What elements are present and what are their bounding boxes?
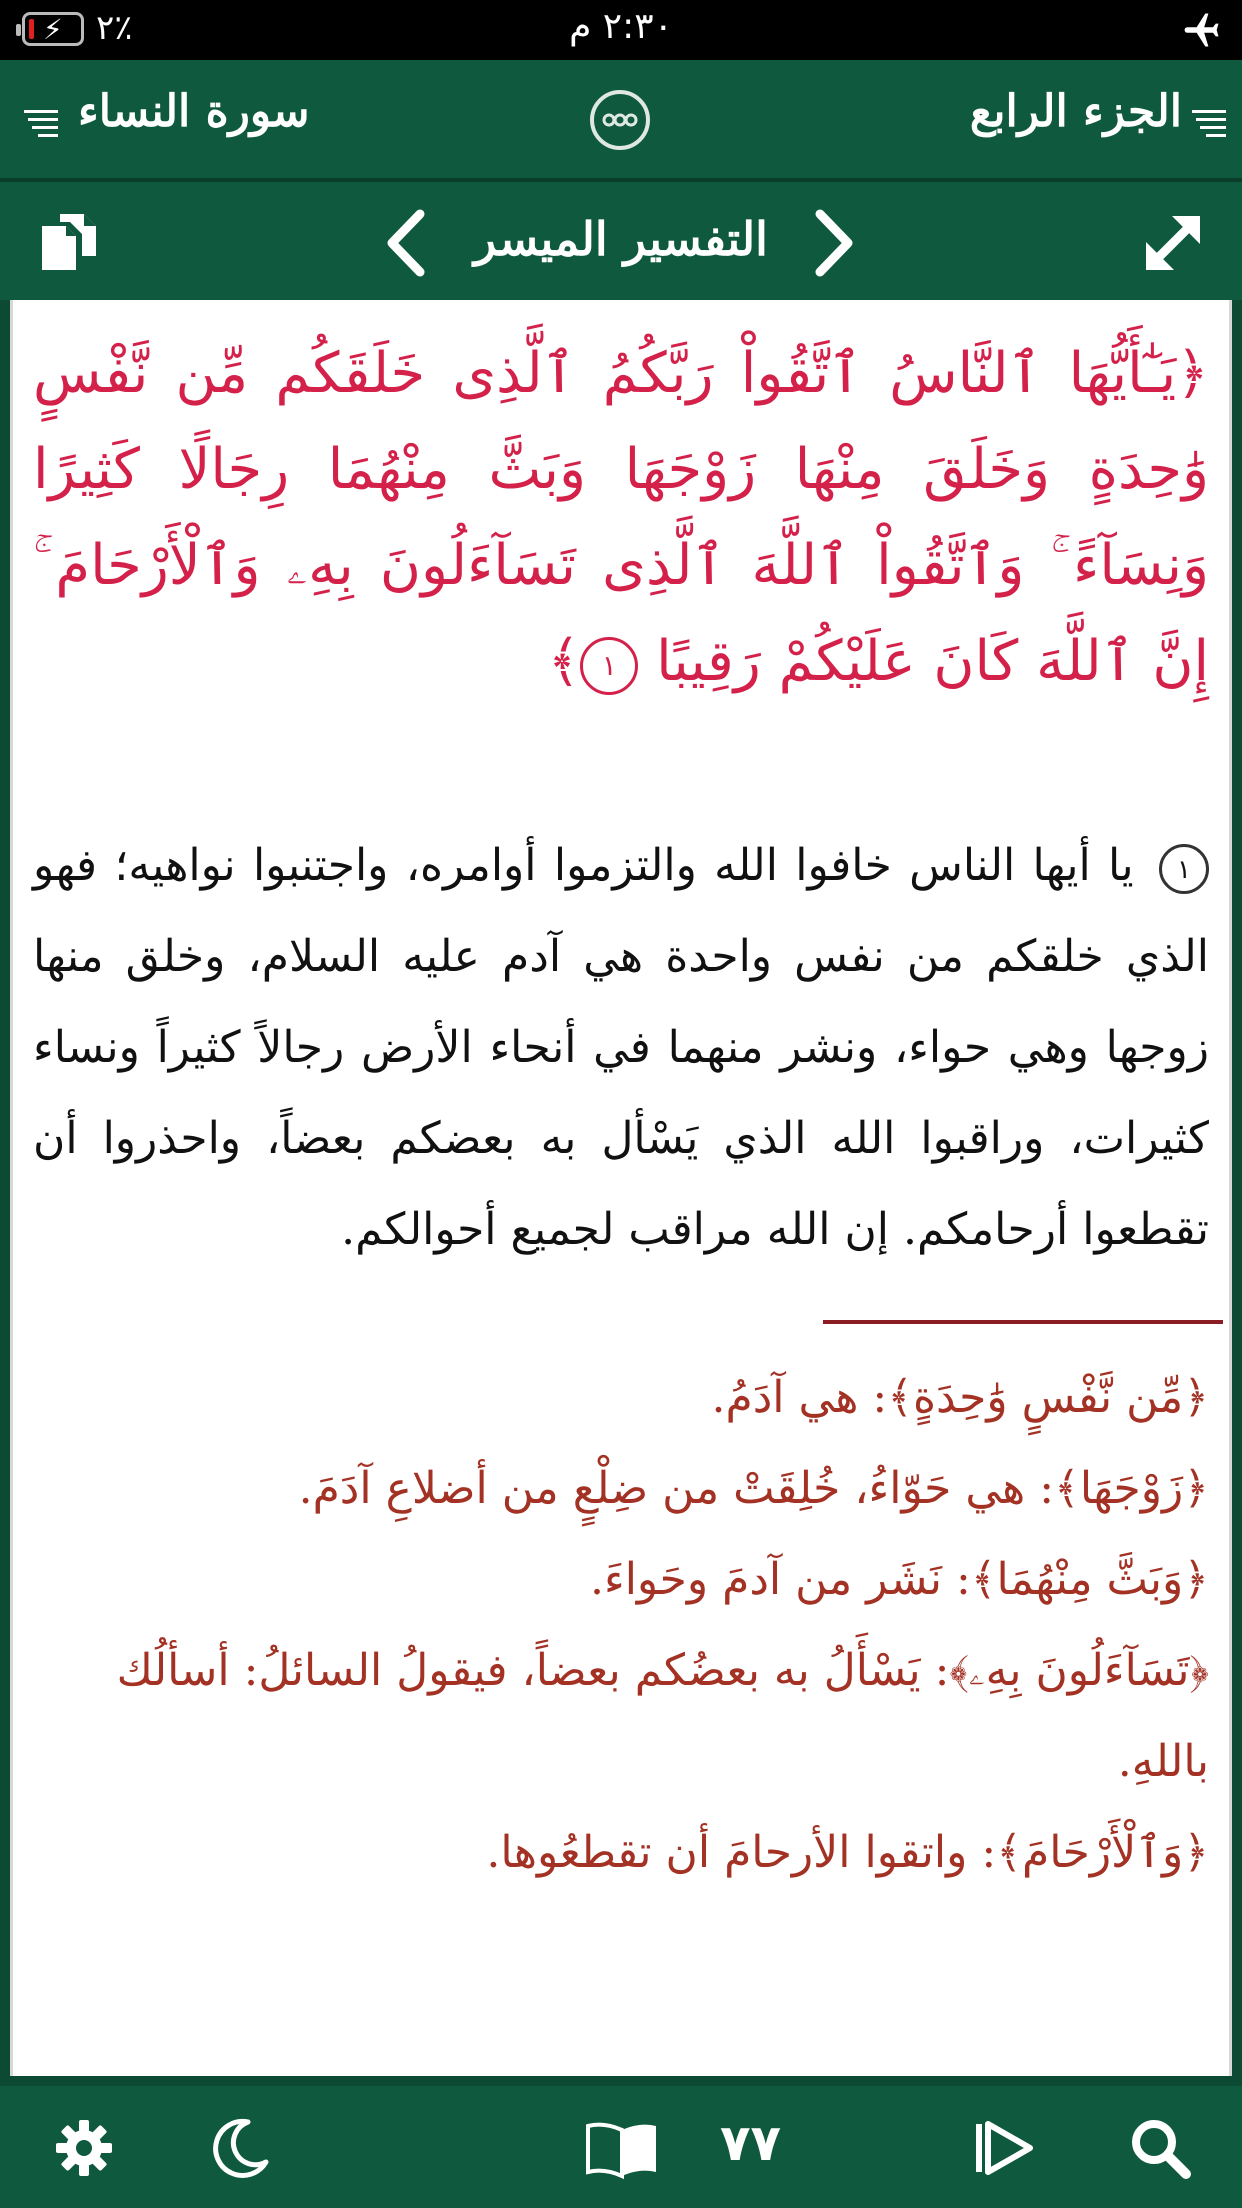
word-notes [33,1352,1209,1898]
search-icon[interactable] [1128,2116,1192,2180]
page-number[interactable]: ٧٧ [720,2114,782,2172]
surah-menu-icon[interactable] [24,110,58,140]
verse-text: ﴿يَـٰٓأَيُّهَا ٱلنَّاسُ ٱتَّقُواْ رَبَّكُمُ ٱلَّذِى خَلَقَكُم مِّن نَّفْسٍ وَٰحِدَةٍ وَخَلَقَ مِنْهَا زَوْجَهَا وَبَثَّ مِنْهُمَا رِجَالًا كَثِيرًا وَنِسَآءً ۚ وَٱتَّقُواْ ٱللَّهَ ٱلَّذِى تَسَآءَلُونَ بِهِۦ وَٱلْأَرْحَامَ ۚ إِنَّ ٱللَّهَ كَانَ عَلَيْكُمْ رَقِيبًا [33,341,1209,694]
juz-title[interactable]: الجزء الرابع [969,86,1182,137]
status-bar [0,0,1242,60]
battery-percent: ٢٪ [96,8,133,48]
verse-text-block [33,326,1209,710]
play-icon[interactable] [972,2116,1036,2180]
note-item: ﴿وَبَثَّ مِنْهُمَا﴾: نَشَر من آدمَ وحَواءَ. [590,1554,1209,1605]
verse-number: ١ [580,637,638,695]
night-mode-icon[interactable] [208,2116,272,2180]
tafsir-ayah-number: ١ [1159,844,1209,894]
tafsir-block [33,820,1209,1275]
divider [823,1320,1223,1324]
surah-title[interactable]: سورة النساء [78,86,310,137]
airplane-icon [1180,8,1224,52]
tafsir-text: يا أيها الناس خافوا الله والتزموا أوامره، واجتنبوا نواهيه؛ فهو الذي خلقكم من نفس واحدة هي آدم عليه السلام، وخلق منها زوجها وهي حواء، ونشر منهما في أنحاء الأرض رجالاً كثيراً ونساء كثيرات، وراقبوا الله الذي يَسْأل به بعضكم بعضاً، واحذروا أن تقطعوا أرحامكم. إن الله مراقب لجميع أحوالكم. [33,840,1210,1255]
expand-icon[interactable] [1142,212,1204,274]
status-time: ٢:٣٠ م [569,6,673,47]
battery-icon: ⚡ [22,12,84,46]
settings-icon[interactable] [52,2116,116,2180]
bottom-bar [0,2086,1242,2208]
note-item: ﴿مِّن نَّفْسٍ وَٰحِدَةٍ﴾: هي آدَمُ. [711,1372,1209,1423]
tafsir-title: التفسير الميسر [474,212,768,266]
juz-menu-icon[interactable] [1192,110,1226,140]
next-icon[interactable] [812,208,856,278]
note-item: ﴿تَسَآءَلُونَ بِهِۦ﴾: يَسْأَلُ به بعضُكم بعضاً، فيقولُ السائلُ: أسألُك باللهِ. [116,1645,1209,1787]
tafsir-toolbar [0,182,1242,300]
header-bar [0,60,1242,182]
book-icon[interactable] [584,2116,660,2180]
content-panel[interactable] [10,300,1232,2076]
note-item: ﴿وَٱلْأَرْحَامَ﴾: واتقوا الأرحامَ أن تقطعُوها. [486,1827,1209,1878]
verse-closing-bracket: ﴾ [547,629,581,694]
more-icon[interactable] [590,90,650,150]
note-item: ﴿زَوْجَهَا﴾: هي حَوّاءُ، خُلِقَتْ من ضِلْعٍ من أضلاعِ آدَمَ. [298,1463,1209,1514]
